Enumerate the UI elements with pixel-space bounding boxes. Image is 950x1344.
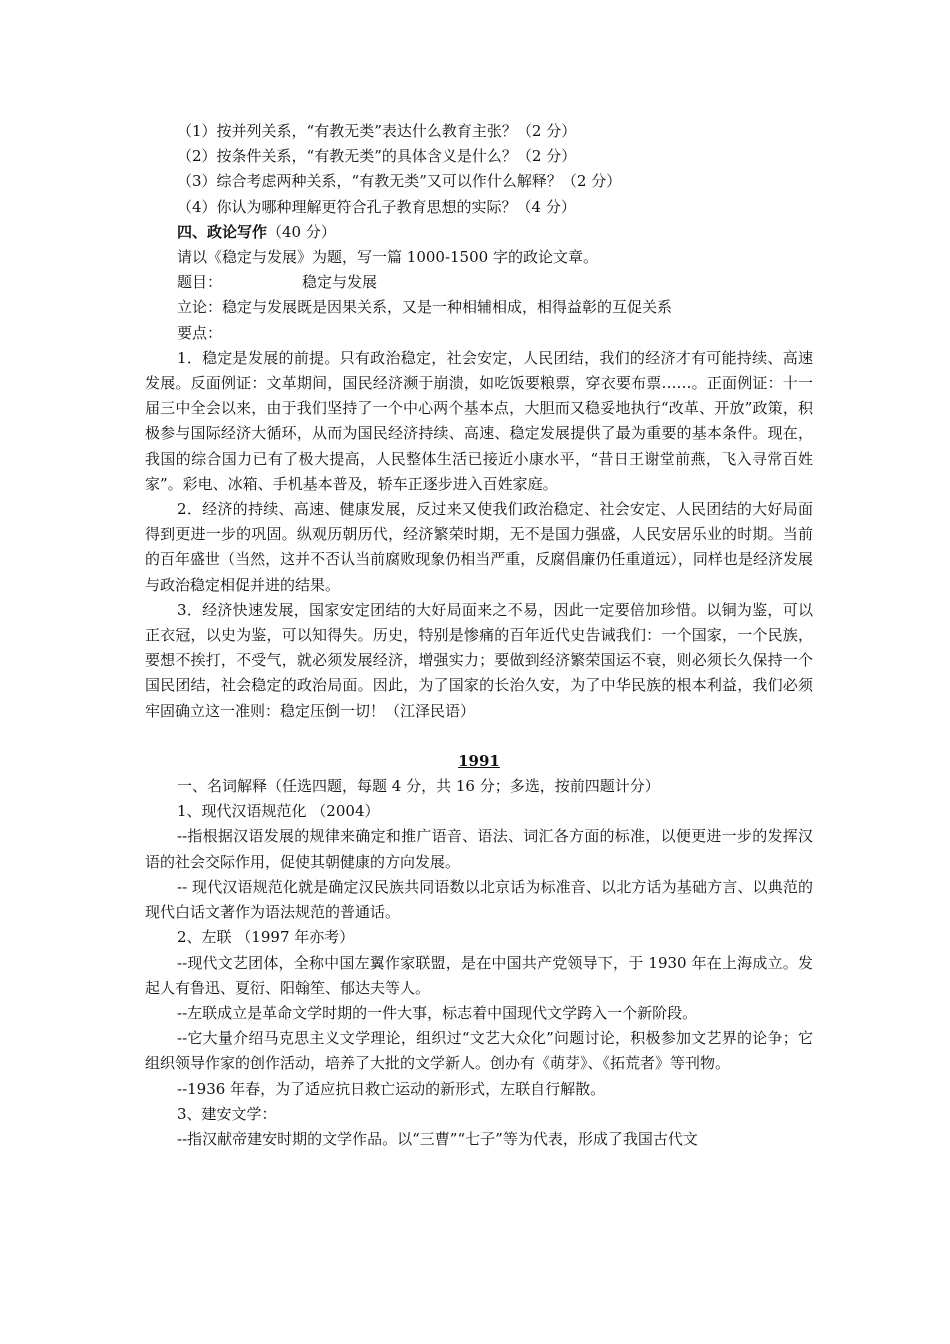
term1-para-1: --指根据汉语发展的规律来确定和推广语音、语法、词汇各方面的标准，以便更进一步的发挥汉语的社会交际作用，促使其朝健康的方向发展。: [145, 827, 813, 871]
term2-title: 2、左联 （1997 年亦考）: [177, 928, 355, 947]
section-spacer: [145, 724, 813, 749]
topic-value: 稳定与发展: [302, 273, 378, 292]
question-1: （1）按并列关系，“有教无类”表达什么教育主张？（2 分）: [177, 122, 577, 140]
term3-para-1: --指汉献帝建安时期的文学作品。以“三曹”“七子”等为代表，形成了我国古代文: [177, 1129, 698, 1148]
term1-para-2: -- 现代汉语规范化就是确定汉民族共同语数以北京话为标准音、以北方话为基础方言、以典范的现代白话文著作为语法规范的普通话。: [145, 877, 813, 922]
term2-para-4: --1936 年春，为了适应抗日救亡运动的新形式，左联自行解散。: [177, 1079, 606, 1098]
year-heading: 1991: [458, 751, 500, 770]
point-2: 2．经济的持续、高速、健康发展，反过来又使我们政治稳定、社会安定、人民团结的大好局面得到更进一步的巩固。纵观历朝历代，经济繁荣时期，无不是国力强盛，人民安居乐业的时期。当前的百年盛世（当然，这并不否认当前腐败现象仍相当严重，反腐倡廉仍任重道远），同样也是经济发展与政治稳定相促并进的结果。: [145, 500, 813, 594]
point-3: 3．经济快速发展，国家安定团结的大好局面来之不易，因此一定要倍加珍惜。以铜为鉴，可以正衣冠，以史为鉴，可以知得失。历史，特别是惨痛的百年近代史告诫我们：一个国家，一个民族，要想不挨打，不受气，就必须发展经济，增强实力；要做到经济繁荣国运不衰，则必须长久保持一个国民团结，社会稳定的政治局面。因此，为了国家的长治久安，为了中华民族的根本利益，我们必须牢固确立这一准则：稳定压倒一切！（江泽民语）: [145, 600, 813, 720]
point-1: 1．稳定是发展的前提。只有政治稳定，社会安定，人民团结，我们的经济才有可能持续、高速发展。反面例证：文革期间，国民经济濒于崩溃，如吃饭要粮票，穿衣要布票……。正面例证：十一届三中全会以来，由于我们坚持了一个中心两个基本点，大胆而又稳妥地执行“改革、开放”政策，积极参与国际经济大循环，从而为国民经济持续、高速、稳定发展提供了最为重要的基本条件。现在，我国的综合国力已有了极大提高，人民整体生活已接近小康水平，“昔日王谢堂前燕，飞入寻常百姓家”。彩电、冰箱、手机基本普及，轿车正逐步进入百姓家庭。: [145, 348, 813, 493]
section4-thesis: 立论：稳定与发展既是因果关系，又是一种相辅相成，相得益彰的互促关系: [177, 298, 673, 317]
term3-title: 3、建安文学：: [177, 1104, 277, 1123]
term2-para-1: --现代文艺团体，全称中国左翼作家联盟，是在中国共产党领导下，于 1930 年在上海成立。发起人有鲁迅、夏衍、阳翰笙、郁达夫等人。: [145, 953, 813, 997]
term2-para-2: --左联成立是革命文学时期的一件大事，标志着中国现代文学跨入一个新阶段。: [177, 1003, 698, 1022]
section4-instruction: 请以《稳定与发展》为题，写一篇 1000-1500 字的政论文章。: [177, 248, 598, 267]
question-4: （4）你认为哪种理解更符合孔子教育思想的实际？（4 分）: [177, 197, 576, 216]
term2-para-3: --它大量介绍马克思主义文学理论，组织过“文艺大众化”问题讨论，积极参加文艺界的论争；它组织领导作家的创作活动，培养了大批的文学新人。创办有《萌芽》、《拓荒者》等刊物。: [145, 1029, 813, 1073]
section4-heading: [145, 220, 813, 245]
term1-title: 1、现代汉语规范化 （2004）: [177, 802, 380, 821]
section4-score: （40 分）: [267, 222, 336, 241]
section4-title: 四、政论写作: [177, 222, 268, 241]
part1-title: 一、名词解释（任选四题，每题 4 分，共 16 分；多选，按前四题计分）: [177, 777, 660, 796]
topic-label: 题目：: [177, 273, 223, 292]
question-2: （2）按条件关系，“有教无类”的具体含义是什么？（2 分）: [177, 147, 577, 166]
section4-points-label: 要点：: [177, 323, 223, 342]
section4-topic-line: [145, 270, 813, 295]
document-page: [145, 119, 813, 1152]
question-3: （3）综合考虑两种关系，“有教无类”又可以作什么解释？（2 分）: [177, 172, 622, 191]
